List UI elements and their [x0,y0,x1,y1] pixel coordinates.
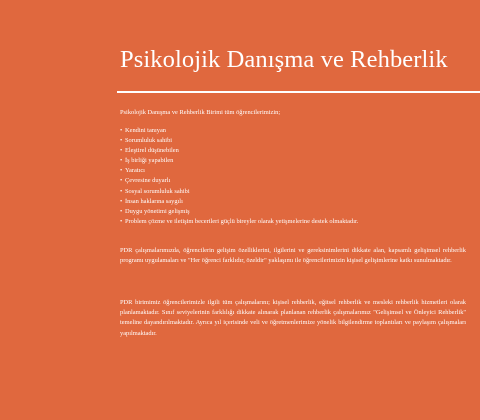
bullet-icon: • [120,147,123,155]
list-item: • Duygu yönetimi gelişmiş [120,207,358,217]
bullet-icon: • [120,197,123,205]
list-item: • İş birliği yapabilen [120,156,358,166]
bullet-icon: • [120,137,123,145]
list-item: • Yaratıcı [120,166,358,176]
page-title: Psikolojik Danışma ve Rehberlik [120,46,448,73]
bullet-icon: • [120,187,123,195]
bullet-icon: • [120,177,123,185]
bullet-icon: • [120,127,123,134]
bullet-icon: • [120,157,123,165]
bullet-icon: • [120,207,123,215]
title-divider [117,91,480,93]
intro-text: Psikolojik Danışma ve Rehberlik Birimi tüm öğrencilerimizin; [120,109,281,116]
qualities-list [120,126,358,227]
list-item: • Kendini tanıyan [120,126,358,136]
list-item: • İnsan haklarına saygılı [120,197,358,207]
pdr-paragraph-2: PDR birimimiz öğrencilerimizle ilgili tüm çalışmalarını; kişisel rehberlik, eğitsel rehberlik ve mesleki rehberlik hizmetleri olarak planlamaktadır. Sınıf seviyelerinin farklılığı dikkate alınarak planlanan rehberlik çalışmalarımız "Gelişimsel ve Önleyici Rehberlik" temeline dayandırılmaktadır. Ayrıca yıl içerisinde veli ve öğretmenlerimize yönelik bilgilendirme toplantıları ve paylaşım çalışmaları yapılmaktadır. [120,299,466,337]
pdr-paragraph-1: PDR çalışmalarımızda, öğrencilerin gelişim özelliklerini, ilgilerini ve gereksinimlerini dikkate alan, kapsamlı gelişimsel rehberlik programı uygulamaları ve "Her öğrenci farklıdır, özeldir" yaklaşımı ile öğrencilerimizin kişisel gelişimlerine katkı sunulmaktadır. [120,247,466,265]
list-item: • Çevresine duyarlı [120,176,358,186]
list-item: • Eleştirel düşünebilen [120,146,358,156]
list-item: • Problem çözme ve iletişim becerileri güçlü bireyler olarak yetişmelerine destek olmaktadır. [120,217,358,227]
bullet-icon: • [120,217,123,225]
list-item: • Sorumluluk sahibi [120,136,358,146]
bullet-icon: • [120,167,123,175]
list-item: • Sosyal sorumluluk sahibi [120,187,358,197]
